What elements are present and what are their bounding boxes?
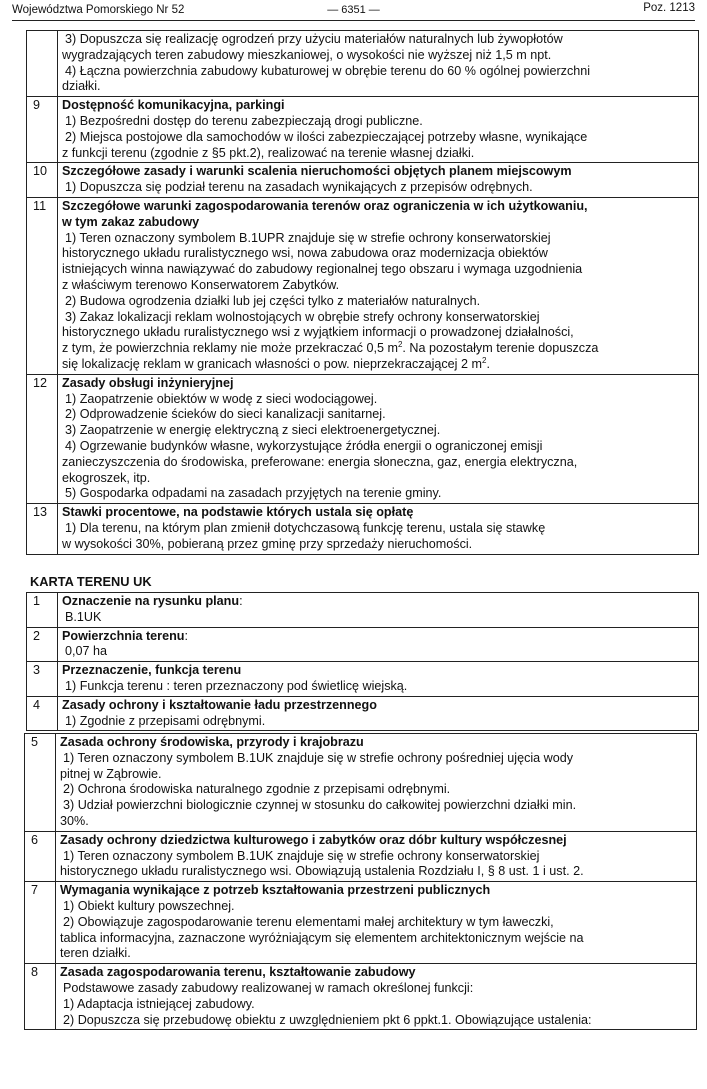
row-line: pitnej w Ząbrowie.: [60, 766, 162, 781]
row-line: 3) Dopuszcza się realizację ogrodzeń przy użyciu materiałów naturalnych lub żywopłotów: [65, 32, 563, 46]
row-line: 1) Bezpośredni dostęp do terenu zabezpieczają drogi publiczne.: [65, 113, 423, 128]
row-heading-line: [62, 594, 695, 610]
regulations-table-upr: [26, 30, 699, 555]
card-table-uk-part2: [24, 733, 697, 1030]
row-line: 1) Obiekt kultury powszechnej.: [63, 898, 235, 913]
row-number: 6: [25, 831, 56, 881]
table-row: [27, 374, 699, 503]
row-content: [58, 593, 699, 628]
row-line: tablica informacyjna, zaznaczone wyróżniającym się elementem architektonicznym wejście na: [60, 930, 584, 945]
row-number: 8: [25, 964, 56, 1030]
row-line: 2) Dopuszcza się przebudowę obiektu z uwzględnieniem pkt 6 ppkt.1. Obowiązujące ustalenia:: [63, 1012, 592, 1027]
row-heading: Oznaczenie na rysunku planu: [62, 594, 240, 608]
row-line: 1) Dopuszcza się podział terenu na zasadach wynikających z przepisów odrębnych.: [65, 180, 533, 195]
row-heading: Zasady ochrony i kształtowanie ładu przestrzennego: [62, 697, 377, 712]
row-content: [58, 31, 699, 97]
row-number: 5: [25, 734, 56, 832]
row-content: [58, 374, 699, 503]
table-row: [25, 964, 697, 1030]
row-line: historycznego układu ruralistycznego wsi, nowa zabudowa oraz modernizacja obiektów: [62, 246, 548, 261]
table-row: [27, 696, 699, 731]
heading-suffix: :: [184, 628, 188, 643]
row-number: 9: [27, 97, 58, 163]
row-heading-line: [62, 629, 695, 645]
row-line: historycznego układu ruralistycznego wsi. Obowiązują ustalenia Rozdziału I, § 8 ust. 1 i ust. 2.: [60, 864, 584, 879]
row-heading: Przeznaczenie, funkcja terenu: [62, 663, 242, 678]
row-number: 11: [27, 197, 58, 374]
row-line: 1) Funkcja terenu : teren przeznaczony pod świetlicę wiejską.: [65, 678, 408, 693]
table-row: [27, 504, 699, 554]
row-line: 4) Łączna powierzchnia zabudowy kubaturowej w obrębie terenu do 60 % ogólnej powierzchni: [65, 63, 591, 78]
row-content: [56, 882, 697, 964]
row-line: 30%.: [60, 813, 89, 828]
row-number: 2: [27, 627, 58, 662]
row-heading: Wymagania wynikające z potrzeb kształtowania przestrzeni publicznych: [60, 883, 491, 898]
row-number: [27, 31, 58, 97]
row-line: 1) Teren oznaczony symbolem B.1UPR znajduje się w strefie ochrony konserwatorskiej: [65, 230, 551, 245]
row-heading-continued: w tym zakaz zabudowy: [62, 214, 200, 229]
row-line: z funkcji terenu (zgodnie z §5 pkt.2), realizować na terenie własnej działki.: [62, 145, 475, 160]
row-content: [58, 97, 699, 163]
row-line: 1) Dla terenu, na którym plan zmienił dotychczasową funkcję terenu, ustala się stawkę: [65, 520, 546, 535]
row-line: historycznego układu ruralistycznego wsi z wyjątkiem informacji o prowadzonej działalności,: [62, 325, 574, 340]
row-line: 0,07 ha: [65, 644, 108, 659]
row-content: [56, 831, 697, 881]
row-line: teren działki.: [60, 946, 131, 961]
row-line: 2) Odprowadzenie ścieków do sieci kanalizacji sanitarnej.: [65, 407, 386, 422]
row-line: istniejących winna nawiązywać do zabudowy regionalnej tego obszaru i wymaga uzgodnienia: [62, 262, 583, 277]
row-number: 3: [27, 662, 58, 697]
row-line-text: się lokalizację reklam w granicach własności o pow. nieprzekraczającej 2 m: [62, 356, 482, 371]
page-number: — 6351 —: [327, 4, 380, 16]
row-heading: Zasada zagospodarowania terenu, kształtowanie zabudowy: [60, 965, 416, 980]
row-content: [58, 163, 699, 198]
row-heading: Zasady obsługi inżynieryjnej: [62, 375, 234, 390]
row-line: 2) Obowiązuje zagospodarowanie terenu elementami małej architektury w tym ławeczki,: [63, 914, 554, 929]
row-line: 1) Teren oznaczony symbolem B.1UK znajduje się w strefie ochrony konserwatorskiej: [63, 848, 540, 863]
row-content: [56, 734, 697, 832]
row-line: 1) Teren oznaczony symbolem B.1UK znajduje się w strefie ochrony pośredniej ujęcia wody: [63, 750, 574, 765]
position-number: Poz. 1213: [643, 2, 695, 14]
row-number: 10: [27, 163, 58, 198]
row-line: ekogroszek, itp.: [62, 470, 151, 485]
table-row: [27, 662, 699, 697]
table-row: [27, 627, 699, 662]
row-number: 13: [27, 504, 58, 554]
card-table-uk-part1: [26, 592, 699, 731]
row-line-tail: .: [486, 356, 490, 371]
row-line: 1) Zaopatrzenie obiektów w wodę z sieci wodociągowej.: [65, 391, 378, 406]
row-line: 1) Zgodnie z przepisami odrębnymi.: [65, 713, 266, 728]
row-line: wygradzających teren zabudowy mieszkaniowej, o wysokości nie wyższej niż 1,5 m npt.: [62, 47, 552, 62]
superscript: 2: [481, 355, 487, 365]
row-content: [58, 504, 699, 554]
row-content: [58, 197, 699, 374]
row-number: 1: [27, 593, 58, 628]
row-line: działki.: [62, 79, 101, 94]
row-line: zanieczyszczenia do środowiska, preferowane: energia słoneczna, gaz, energia elektryczna,: [62, 454, 578, 469]
table-row: [25, 882, 697, 964]
row-line: 2) Ochrona środowiska naturalnego zgodnie z przepisami odrębnymi.: [63, 782, 451, 797]
table-row: [27, 163, 699, 198]
row-number: 7: [25, 882, 56, 964]
page-header: [12, 0, 695, 21]
row-heading: Stawki procentowe, na podstawie których ustala się opłatę: [62, 505, 414, 520]
row-line: 3) Udział powierzchni biologicznie czynnej w stosunku do całkowitej powierzchni działki min.: [63, 798, 577, 813]
row-line: 4) Ogrzewanie budynków własne, wykorzystujące źródła energii o ograniczonej emisji: [65, 438, 543, 453]
row-line: 5) Gospodarka odpadami na zasadach przyjętych na terenie gminy.: [65, 486, 442, 501]
journal-title: Województwa Pomorskiego Nr 52: [12, 4, 185, 16]
row-heading: Powierzchnia terenu: [62, 628, 185, 643]
row-line-with-superscript: [62, 357, 695, 373]
row-number: 12: [27, 374, 58, 503]
row-line: 3) Zaopatrzenie w energię elektryczną z sieci elektroenergetycznej.: [65, 423, 441, 438]
row-number: 4: [27, 696, 58, 731]
row-heading: Szczegółowe zasady i warunki scalenia nieruchomości objętych planem miejscowym: [62, 164, 572, 179]
section-title: KARTA TERENU UK: [30, 574, 152, 589]
row-line: 3) Zakaz lokalizacji reklam wolnostojących w obrębie strefy ochrony konserwatorskiej: [65, 309, 540, 324]
row-line: z właściwym terenowo Konserwatorem Zabytków.: [62, 277, 340, 292]
row-content: [58, 627, 699, 662]
row-line: w wysokości 30%, pobieraną przez gminę przy sprzedaży nieruchomości.: [62, 536, 473, 551]
row-heading: Dostępność komunikacyjna, parkingi: [62, 98, 285, 113]
row-line: 2) Budowa ogrodzenia działki lub jej części tylko z materiałów naturalnych.: [65, 293, 481, 308]
row-line: 1) Adaptacja istniejącej zabudowy.: [63, 996, 255, 1011]
table-row: [27, 197, 699, 374]
table-row: [25, 734, 697, 832]
row-content: [58, 662, 699, 697]
row-line: B.1UK: [65, 609, 102, 624]
row-line: Podstawowe zasady zabudowy realizowanej w ramach określonej funkcji:: [63, 980, 474, 995]
row-content: [56, 964, 697, 1030]
superscript: 2: [397, 339, 403, 349]
row-heading: Zasada ochrony środowiska, przyrody i krajobrazu: [60, 735, 364, 749]
table-row: [27, 97, 699, 163]
row-line: 2) Miejsca postojowe dla samochodów w ilości zabezpieczającej potrzeby własne, wynikające: [65, 129, 588, 144]
table-row: [27, 31, 699, 97]
row-line-text: z tym, że powierzchnia reklamy nie może przekraczać 0,5 m: [62, 341, 398, 356]
row-heading: Zasady ochrony dziedzictwa kulturowego i zabytków oraz dóbr kultury współczesnej: [60, 832, 567, 847]
table-row: [27, 593, 699, 628]
row-heading: Szczegółowe warunki zagospodarowania terenów oraz ograniczenia w ich użytkowaniu,: [62, 198, 588, 213]
row-line-tail: . Na pozostałym terenie dopuszcza: [402, 341, 599, 356]
row-line-with-superscript: [62, 341, 695, 357]
table-row: [25, 831, 697, 881]
heading-suffix: :: [239, 594, 243, 608]
row-content: [58, 696, 699, 731]
